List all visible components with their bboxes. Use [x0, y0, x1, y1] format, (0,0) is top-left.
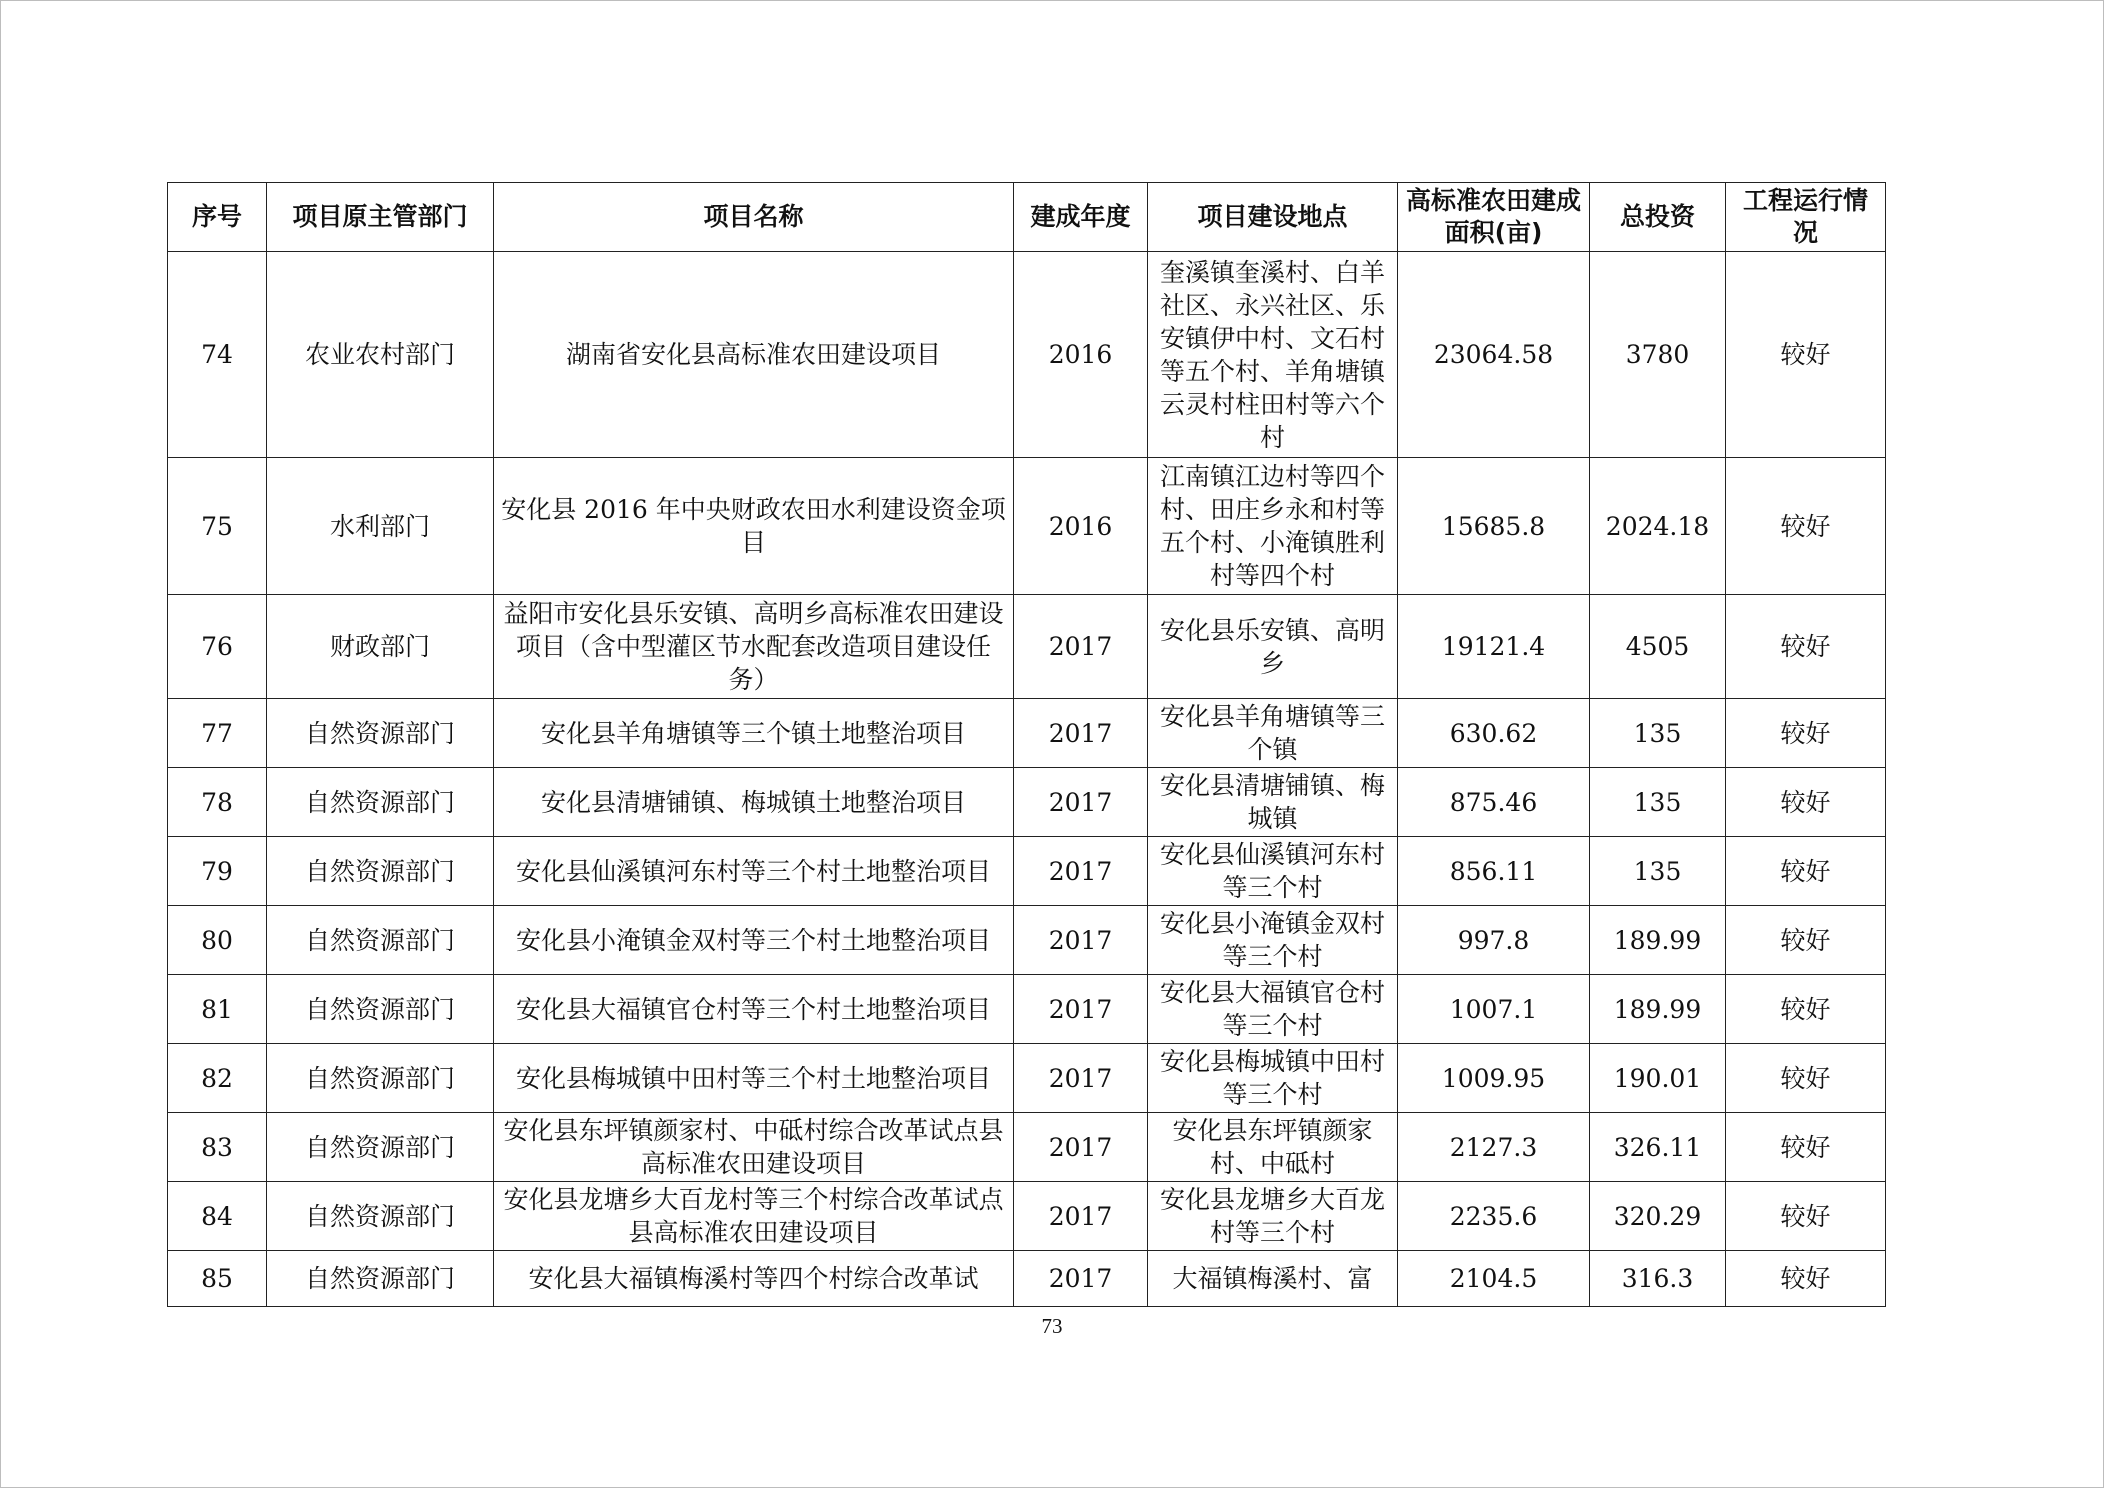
cell-status: 较好 — [1726, 975, 1886, 1044]
cell-dept: 自然资源部门 — [267, 768, 494, 837]
cell-dept: 自然资源部门 — [267, 699, 494, 768]
cell-year: 2016 — [1014, 252, 1148, 458]
cell-no: 77 — [168, 699, 267, 768]
cell-location: 奎溪镇奎溪村、白羊社区、永兴社区、乐安镇伊中村、文石村等五个村、羊角塘镇云灵村柱田村等六个村 — [1148, 252, 1398, 458]
cell-invest: 135 — [1590, 837, 1726, 906]
cell-year: 2017 — [1014, 906, 1148, 975]
cell-invest: 320.29 — [1590, 1182, 1726, 1251]
cell-year: 2017 — [1014, 1044, 1148, 1113]
cell-name: 安化县大福镇官仓村等三个村土地整治项目 — [494, 975, 1014, 1044]
cell-invest: 135 — [1590, 768, 1726, 837]
cell-name: 安化县东坪镇颜家村、中砥村综合改革试点县高标准农田建设项目 — [494, 1113, 1014, 1182]
cell-year: 2017 — [1014, 975, 1148, 1044]
table-row — [168, 1113, 1886, 1182]
cell-no: 80 — [168, 906, 267, 975]
cell-dept: 水利部门 — [267, 458, 494, 595]
cell-status: 较好 — [1726, 768, 1886, 837]
cell-invest: 316.3 — [1590, 1251, 1726, 1307]
table-row — [168, 1044, 1886, 1113]
cell-name: 安化县清塘铺镇、梅城镇土地整治项目 — [494, 768, 1014, 837]
header-cell: 工程运行情况 — [1726, 183, 1886, 252]
cell-no: 76 — [168, 595, 267, 699]
cell-name: 安化县 2016 年中央财政农田水利建设资金项目 — [494, 458, 1014, 595]
cell-no: 79 — [168, 837, 267, 906]
cell-status: 较好 — [1726, 1251, 1886, 1307]
cell-invest: 189.99 — [1590, 906, 1726, 975]
cell-status: 较好 — [1726, 837, 1886, 906]
cell-invest: 326.11 — [1590, 1113, 1726, 1182]
cell-location: 安化县乐安镇、高明乡 — [1148, 595, 1398, 699]
cell-invest: 190.01 — [1590, 1044, 1726, 1113]
cell-year: 2017 — [1014, 1182, 1148, 1251]
cell-year: 2017 — [1014, 1251, 1148, 1307]
cell-dept: 自然资源部门 — [267, 1182, 494, 1251]
cell-status: 较好 — [1726, 595, 1886, 699]
cell-no: 81 — [168, 975, 267, 1044]
cell-area: 630.62 — [1398, 699, 1590, 768]
cell-area: 997.8 — [1398, 906, 1590, 975]
table-row — [168, 458, 1886, 595]
header-cell: 项目建设地点 — [1148, 183, 1398, 252]
table-row — [168, 595, 1886, 699]
cell-no: 85 — [168, 1251, 267, 1307]
cell-status: 较好 — [1726, 906, 1886, 975]
cell-dept: 农业农村部门 — [267, 252, 494, 458]
header-cell: 项目名称 — [494, 183, 1014, 252]
cell-no: 84 — [168, 1182, 267, 1251]
cell-status: 较好 — [1726, 1182, 1886, 1251]
header-cell: 建成年度 — [1014, 183, 1148, 252]
cell-area: 2104.5 — [1398, 1251, 1590, 1307]
cell-year: 2016 — [1014, 458, 1148, 595]
cell-dept: 自然资源部门 — [267, 1044, 494, 1113]
cell-location: 安化县清塘铺镇、梅城镇 — [1148, 768, 1398, 837]
cell-location: 江南镇江边村等四个村、田庄乡永和村等五个村、小淹镇胜利村等四个村 — [1148, 458, 1398, 595]
cell-no: 78 — [168, 768, 267, 837]
cell-area: 23064.58 — [1398, 252, 1590, 458]
cell-location: 安化县小淹镇金双村等三个村 — [1148, 906, 1398, 975]
cell-invest: 2024.18 — [1590, 458, 1726, 595]
cell-year: 2017 — [1014, 595, 1148, 699]
cell-location: 安化县仙溪镇河东村等三个村 — [1148, 837, 1398, 906]
cell-area: 875.46 — [1398, 768, 1590, 837]
cell-dept: 财政部门 — [267, 595, 494, 699]
cell-area: 1009.95 — [1398, 1044, 1590, 1113]
cell-location: 安化县梅城镇中田村等三个村 — [1148, 1044, 1398, 1113]
cell-dept: 自然资源部门 — [267, 906, 494, 975]
cell-location: 大福镇梅溪村、富 — [1148, 1251, 1398, 1307]
table-row — [168, 906, 1886, 975]
cell-area: 856.11 — [1398, 837, 1590, 906]
cell-year: 2017 — [1014, 768, 1148, 837]
cell-no: 83 — [168, 1113, 267, 1182]
cell-invest: 189.99 — [1590, 975, 1726, 1044]
header-cell: 高标准农田建成面积(亩) — [1398, 183, 1590, 252]
cell-status: 较好 — [1726, 699, 1886, 768]
cell-year: 2017 — [1014, 699, 1148, 768]
cell-dept: 自然资源部门 — [267, 1113, 494, 1182]
table-header-row — [168, 183, 1886, 252]
cell-no: 75 — [168, 458, 267, 595]
cell-area: 19121.4 — [1398, 595, 1590, 699]
table-row — [168, 252, 1886, 458]
cell-name: 安化县梅城镇中田村等三个村土地整治项目 — [494, 1044, 1014, 1113]
cell-location: 安化县东坪镇颜家村、中砥村 — [1148, 1113, 1398, 1182]
header-cell: 总投资 — [1590, 183, 1726, 252]
cell-dept: 自然资源部门 — [267, 837, 494, 906]
cell-invest: 3780 — [1590, 252, 1726, 458]
table-row — [168, 1182, 1886, 1251]
cell-status: 较好 — [1726, 1113, 1886, 1182]
cell-name: 安化县小淹镇金双村等三个村土地整治项目 — [494, 906, 1014, 975]
cell-status: 较好 — [1726, 458, 1886, 595]
cell-area: 2127.3 — [1398, 1113, 1590, 1182]
header-cell: 项目原主管部门 — [267, 183, 494, 252]
cell-status: 较好 — [1726, 1044, 1886, 1113]
cell-dept: 自然资源部门 — [267, 975, 494, 1044]
table-row — [168, 975, 1886, 1044]
cell-dept: 自然资源部门 — [267, 1251, 494, 1307]
cell-area: 1007.1 — [1398, 975, 1590, 1044]
cell-year: 2017 — [1014, 1113, 1148, 1182]
table-row — [168, 837, 1886, 906]
page-number: 73 — [1041, 1314, 1063, 1338]
cell-name: 安化县大福镇梅溪村等四个村综合改革试 — [494, 1251, 1014, 1307]
cell-name: 安化县仙溪镇河东村等三个村土地整治项目 — [494, 837, 1014, 906]
cell-name: 安化县羊角塘镇等三个镇土地整治项目 — [494, 699, 1014, 768]
cell-name: 安化县龙塘乡大百龙村等三个村综合改革试点县高标准农田建设项目 — [494, 1182, 1014, 1251]
header-cell: 序号 — [168, 183, 267, 252]
cell-area: 15685.8 — [1398, 458, 1590, 595]
cell-location: 安化县羊角塘镇等三个镇 — [1148, 699, 1398, 768]
table-row — [168, 699, 1886, 768]
cell-no: 82 — [168, 1044, 267, 1113]
cell-invest: 135 — [1590, 699, 1726, 768]
table-row — [168, 1251, 1886, 1307]
cell-location: 安化县龙塘乡大百龙村等三个村 — [1148, 1182, 1398, 1251]
cell-area: 2235.6 — [1398, 1182, 1590, 1251]
cell-year: 2017 — [1014, 837, 1148, 906]
cell-no: 74 — [168, 252, 267, 458]
project-table — [167, 182, 1886, 1307]
cell-name: 湖南省安化县高标准农田建设项目 — [494, 252, 1014, 458]
table-row — [168, 768, 1886, 837]
cell-status: 较好 — [1726, 252, 1886, 458]
cell-name: 益阳市安化县乐安镇、高明乡高标准农田建设项目（含中型灌区节水配套改造项目建设任务） — [494, 595, 1014, 699]
cell-invest: 4505 — [1590, 595, 1726, 699]
cell-location: 安化县大福镇官仓村等三个村 — [1148, 975, 1398, 1044]
